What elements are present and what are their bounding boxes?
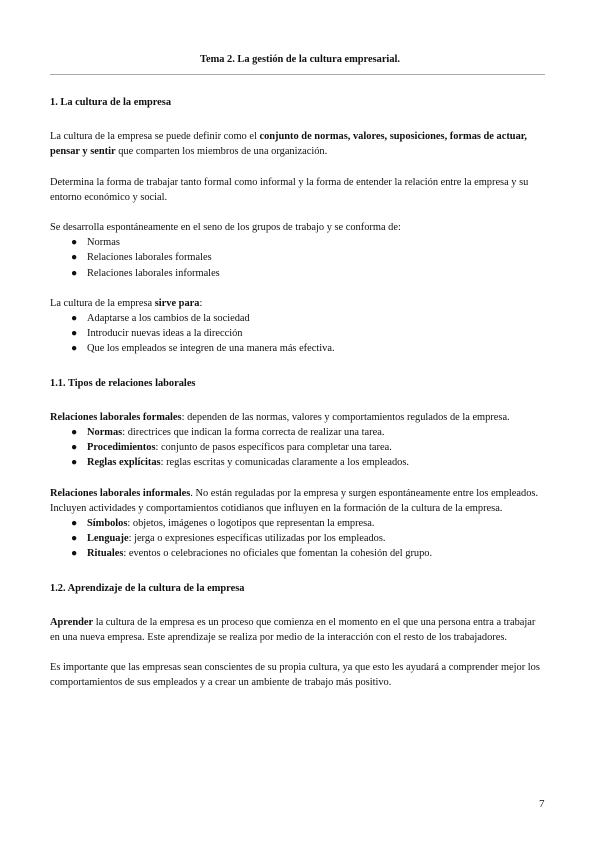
paragraph-formales [50,410,547,425]
text: La cultura de la empresa se puede definir como el [50,131,260,143]
list-item-text: Adaptarse a los cambios de la sociedad [87,313,250,325]
section-heading-1-2: 1.2. Aprendizaje de la cultura de la empresa [50,582,245,594]
bullet-icon: ● [71,518,78,530]
list-item [50,266,547,281]
paragraph-importante: Es importante que las empresas sean conscientes de su propia cultura, ya que esto les ayudará a comprender mejor los comportamientos de sus empleados y a crear un ambiente de trabajo más positivo. [50,662,540,689]
bullet-icon: ● [71,252,78,264]
text: que comparten los miembros de una organización. [115,146,328,158]
bold-text: conjunto de normas, valores, suposiciones, formas de actuar, pensar y sentir [50,131,528,158]
list-item [50,311,547,326]
list-item [50,531,547,546]
list-item-text: Normas [87,237,120,249]
bold-text: Aprender [50,616,94,628]
bold-text: sirve para [154,297,200,309]
bold-text: Relaciones laborales informales [50,487,191,499]
bullet-list-formales [50,425,547,471]
paragraph-sirve-para [50,296,547,311]
text: la cultura de la empresa es un proceso que comienza en el momento en el que una persona entra a trabajar en una nueva empresa. Este aprendizaje se realiza por medio de la interacción con el resto de los trabajadores. [50,616,536,644]
bullet-list-conforma [50,235,547,281]
page-number: 7 [539,798,545,810]
list-item [50,326,547,341]
list-item-text: : objetos, imágenes o logotipos que representan la empresa. [127,518,375,530]
list-item [50,425,547,440]
bullet-icon: ● [71,237,78,249]
bullet-icon: ● [71,548,78,560]
bullet-icon: ● [71,442,78,454]
bold-text: Lenguaje [87,533,129,545]
list-item [50,516,547,531]
bullet-icon: ● [71,313,78,325]
bullet-icon: ● [71,427,78,439]
paragraph-aprender [50,615,547,645]
list-item [50,546,547,561]
text: : dependen de las normas, valores y comportamientos regulados de la empresa. [181,411,510,423]
bold-text: Rituales [87,548,124,560]
text: . No están reguladas por la empresa y surgen espontáneamente entre los empleados. Incluyen actividades y comportamientos cotidianos que influyen en la formación de la cultura de la empresa. [50,487,539,514]
bullet-icon: ● [71,533,78,545]
paragraph-desarrolla: Se desarrolla espontáneamente en el seno de los grupos de trabajo y se conforma de: [50,222,401,234]
title-divider [50,74,545,75]
list-item-text: Que los empleados se integren de una manera más efectiva. [87,343,335,355]
bold-text: Normas [87,427,123,439]
bold-text: Símbolos [87,518,128,530]
text: La cultura de la empresa [50,297,155,309]
list-item [50,235,547,250]
text: : [199,297,203,309]
list-item-text: : jerga o expresiones específicas utilizadas por los empleados. [128,533,386,545]
bullet-list-sirve-para [50,311,547,357]
list-item [50,455,547,470]
list-item-text: : eventos o celebraciones no oficiales que fomentan la cohesión del grupo. [123,548,433,560]
paragraph-determina: Determina la forma de trabajar tanto formal como informal y la forma de entender la relación entre la empresa y su entorno económico y social. [50,176,529,203]
bullet-icon: ● [71,328,78,340]
bullet-icon: ● [71,267,78,279]
bullet-list-informales [50,516,547,562]
list-item-text: Introducir nuevas ideas a la dirección [87,328,243,340]
bold-text: Reglas explícitas [87,457,161,469]
list-item-text: : directrices que indican la forma correcta de realizar una tarea. [122,427,385,439]
bullet-icon: ● [71,457,78,469]
section-heading-1: 1. La cultura de la empresa [50,97,172,108]
list-item-text: Relaciones laborales formales [87,252,212,264]
list-item-text: : reglas escritas y comunicadas claramente a los empleados. [160,457,410,469]
document-body [50,95,547,691]
bold-text: Relaciones laborales formales [50,411,182,423]
list-item [50,440,547,455]
list-item-text: Relaciones laborales informales [87,267,220,279]
bold-text: Procedimientos [87,442,156,454]
page-title: Tema 2. La gestión de la cultura empresarial. [199,54,400,65]
paragraph-definition [50,129,547,159]
paragraph-informales [50,486,547,516]
section-heading-1-1: 1.1. Tipos de relaciones laborales [50,377,196,389]
list-item [50,250,547,265]
bullet-icon: ● [71,343,78,355]
list-item-text: : conjunto de pasos específicos para completar una tarea. [155,442,392,454]
list-item [50,341,547,356]
